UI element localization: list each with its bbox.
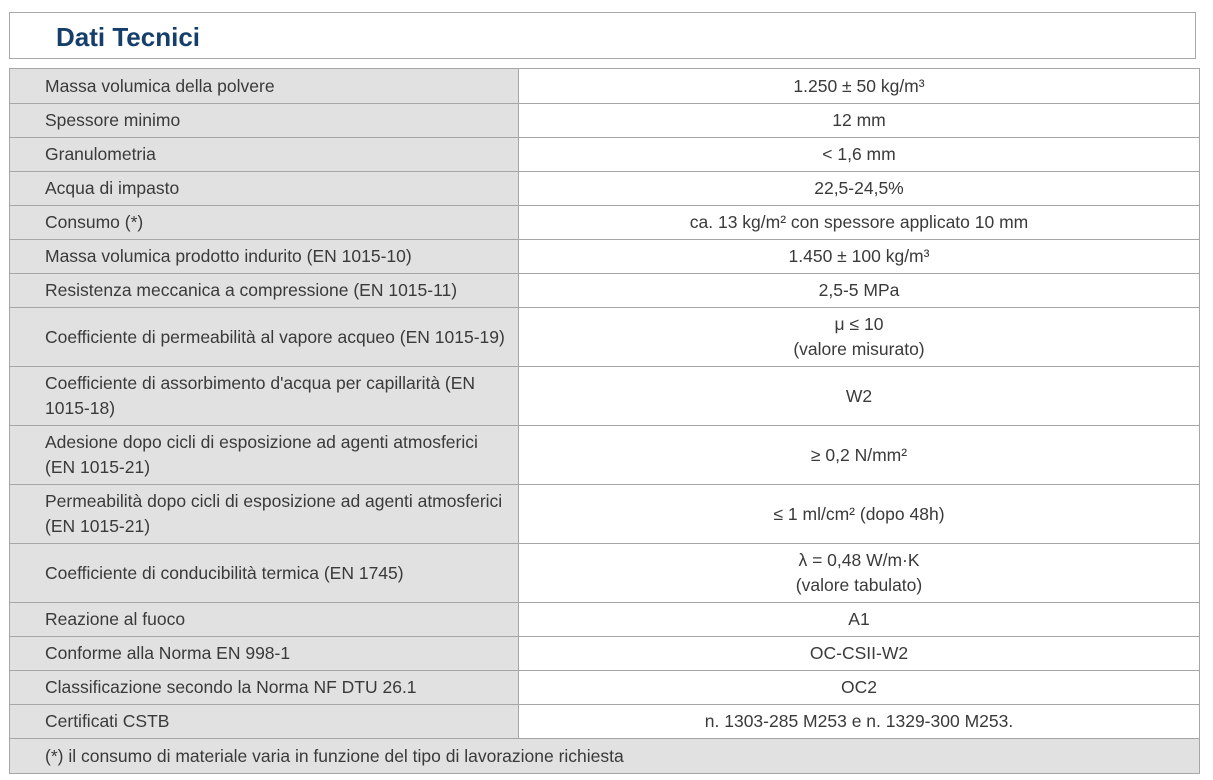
row-value	[519, 705, 1200, 739]
row-value	[519, 138, 1200, 172]
row-value	[519, 671, 1200, 705]
value-line: OC2	[841, 677, 877, 697]
row-value	[519, 206, 1200, 240]
row-label: Acqua di impasto	[10, 172, 519, 206]
row-label: Massa volumica della polvere	[10, 69, 519, 104]
row-label: Certificati CSTB	[10, 705, 519, 739]
footnote: (*) il consumo di materiale varia in funzione del tipo di lavorazione richiesta	[10, 739, 1200, 774]
table-row	[10, 69, 1200, 104]
row-value	[519, 367, 1200, 426]
value-line: ≤ 1 ml/cm² (dopo 48h)	[773, 503, 945, 524]
value-line: 22,5-24,5%	[814, 178, 904, 198]
table-row	[10, 705, 1200, 739]
table-row	[10, 274, 1200, 308]
row-value	[519, 426, 1200, 485]
row-value	[519, 544, 1200, 603]
row-label: Coefficiente di conducibilità termica (EN 1745)	[10, 544, 519, 603]
row-label: Consumo (*)	[10, 206, 519, 240]
value-line: < 1,6 mm	[822, 144, 896, 164]
row-value	[519, 637, 1200, 671]
value-line: (valore misurato)	[793, 339, 925, 359]
table-row	[10, 637, 1200, 671]
row-label: Massa volumica prodotto indurito (EN 1015-10)	[10, 240, 519, 274]
row-label: Conforme alla Norma EN 998-1	[10, 637, 519, 671]
table-row	[10, 485, 1200, 544]
row-label: Spessore minimo	[10, 104, 519, 138]
table-row	[10, 603, 1200, 637]
row-value	[519, 69, 1200, 104]
table-row	[10, 206, 1200, 240]
technical-data-table	[9, 68, 1200, 774]
row-label: Coefficiente di assorbimento d'acqua per capillarità (EN 1015-18)	[10, 367, 519, 426]
row-label: Granulometria	[10, 138, 519, 172]
row-value	[519, 274, 1200, 308]
value-line: ca. 13 kg/m² con spessore applicato 10 mm	[689, 212, 1029, 232]
table-row	[10, 544, 1200, 603]
section-title: Dati Tecnici	[56, 22, 201, 52]
table-footnote-row	[10, 739, 1200, 774]
row-label: Reazione al fuoco	[10, 603, 519, 637]
value-line: 1.450 ± 100 kg/m³	[788, 246, 930, 266]
value-line: 1.250 ± 50 kg/m³	[793, 75, 925, 96]
row-label: Adesione dopo cicli di esposizione ad agenti atmosferici (EN 1015-21)	[10, 426, 519, 485]
value-line: 12 mm	[832, 110, 886, 130]
row-value	[519, 308, 1200, 367]
table-row	[10, 671, 1200, 705]
value-line: (valore tabulato)	[795, 575, 923, 595]
value-line: OC-CSII-W2	[809, 643, 909, 663]
table-row	[10, 367, 1200, 426]
table-row	[10, 308, 1200, 367]
value-line: A1	[848, 609, 870, 629]
row-label: Permeabilità dopo cicli di esposizione ad agenti atmosferici (EN 1015-21)	[10, 485, 519, 544]
value-line: W2	[845, 385, 873, 406]
row-label: Classificazione secondo la Norma NF DTU 26.1	[10, 671, 519, 705]
row-value	[519, 172, 1200, 206]
table-row	[10, 138, 1200, 172]
value-line: μ ≤ 10	[834, 314, 884, 334]
table-row	[10, 426, 1200, 485]
section-header	[9, 12, 1196, 59]
value-line: 2,5-5 MPa	[818, 280, 900, 300]
row-label: Resistenza meccanica a compressione (EN 1015-11)	[10, 274, 519, 308]
value-line: ≥ 0,2 N/mm²	[810, 444, 908, 465]
row-value	[519, 240, 1200, 274]
row-value	[519, 485, 1200, 544]
row-value	[519, 603, 1200, 637]
row-value	[519, 104, 1200, 138]
table-row	[10, 104, 1200, 138]
value-line: λ = 0,48 W/m·K	[798, 550, 920, 570]
table-row	[10, 240, 1200, 274]
value-line: n. 1303-285 M253 e n. 1329-300 M253.	[704, 711, 1014, 731]
row-label: Coefficiente di permeabilità al vapore acqueo (EN 1015-19)	[10, 308, 519, 367]
table-row	[10, 172, 1200, 206]
